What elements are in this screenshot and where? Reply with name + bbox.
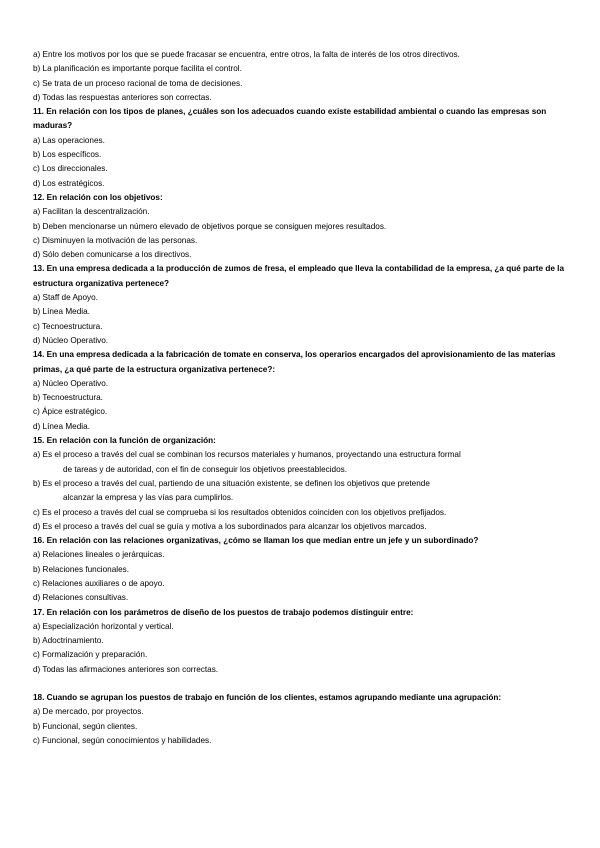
- question-17: 17. En relación con los parámetros de diseño de los puestos de trabajo podemos distinguir entre:: [33, 607, 414, 617]
- q15-option-a: a) Es el proceso a través del cual se combinan los recursos materiales y humanos, proyectando una estructura formal: [33, 450, 461, 460]
- q12-option-b: b) Deben mencionarse un número elevado de objetivos porque se consiguen mejores resultados.: [33, 221, 387, 231]
- q12-option-c: c) Disminuyen la motivación de las personas.: [33, 235, 198, 245]
- q11-option-b: b) Los específicos.: [33, 150, 102, 160]
- question-11: 11. En relación con los tipos de planes, ¿cuáles son los adecuados cuando existe estabilidad ambiental o cuando las empresas son maduras?: [33, 107, 547, 131]
- q15-option-c: c) Es el proceso a través del cual se comprueba si los resultados obtenidos coinciden con los objetivos prefijados.: [33, 507, 447, 517]
- question-15: 15. En relación con la función de organización:: [33, 436, 216, 446]
- question-13: 13. En una empresa dedicada a la producción de zumos de fresa, el empleado que lleva la contabilidad de la empresa, ¿a qué parte de la estructura organizativa pertenece?: [33, 264, 565, 288]
- q17-option-b: b) Adoctrinamiento.: [33, 636, 104, 646]
- prev-option-c: c) Se trata de un proceso racional de toma de decisiones.: [33, 78, 243, 88]
- q15-option-a-continuation: de tareas y de autoridad, con el fin de conseguir los objetivos preestablecidos.: [63, 464, 348, 474]
- q13-option-b: b) Línea Media.: [33, 307, 90, 317]
- q13-option-c: c) Tecnoestructura.: [33, 321, 103, 331]
- spacer: [33, 677, 573, 691]
- q12-option-a: a) Facilitan la descentralización.: [33, 207, 150, 217]
- prev-option-d: d) Todas las respuestas anteriores son correctas.: [33, 92, 212, 102]
- q14-option-a: a) Núcleo Operativo.: [33, 378, 109, 388]
- q16-option-a: a) Relaciones lineales o jerárquicas.: [33, 550, 165, 560]
- q13-option-a: a) Staff de Apoyo.: [33, 293, 98, 303]
- q16-option-d: d) Relaciones consultivas.: [33, 593, 129, 603]
- q14-option-d: d) Línea Media.: [33, 421, 90, 431]
- q11-option-a: a) Las operaciones.: [33, 135, 105, 145]
- q18-option-a: a) De mercado, por proyectos.: [33, 707, 144, 717]
- q14-option-b: b) Tecnoestructura.: [33, 393, 103, 403]
- q16-option-b: b) Relaciones funcionales.: [33, 564, 130, 574]
- question-18: 18. Cuando se agrupan los puestos de trabajo en función de los clientes, estamos agrupando mediante una agrupación:: [33, 693, 502, 703]
- prev-option-b: b) La planificación es importante porque facilita el control.: [33, 64, 242, 74]
- q15-option-b: b) Es el proceso a través del cual, partiendo de una situación existente, se definen los objetivos que pretende: [33, 478, 430, 488]
- question-16: 16. En relación con las relaciones organizativas, ¿cómo se llaman los que median entre un jefe y un subordinado?: [33, 536, 479, 546]
- q12-option-d: d) Sólo deben comunicarse a los directivos.: [33, 250, 192, 260]
- q18-option-c: c) Funcional, según conocimientos y habilidades.: [33, 735, 212, 745]
- question-list: [33, 48, 573, 748]
- q17-option-c: c) Formalización y preparación.: [33, 650, 148, 660]
- q18-option-b: b) Funcional, según clientes.: [33, 721, 138, 731]
- q13-option-d: d) Núcleo Operativo.: [33, 335, 109, 345]
- q11-option-d: d) Los estratégicos.: [33, 178, 105, 188]
- prev-option-a: a) Entre los motivos por los que se puede fracasar se encuentra, entre otros, la falta de interés de los otros directivos.: [33, 50, 460, 59]
- q14-option-c: c) Ápice estratégico.: [33, 407, 108, 417]
- q11-option-c: c) Los direccionales.: [33, 164, 108, 174]
- q15-option-b-continuation: alcanzar la empresa y las vías para cumplirlos.: [63, 493, 234, 503]
- q16-option-c: c) Relaciones auxiliares o de apoyo.: [33, 578, 165, 588]
- question-12: 12. En relación con los objetivos:: [33, 192, 163, 202]
- question-14: 14. En una empresa dedicada a la fabricación de tomate en conserva, los operarios encargados del aprovisionamiento de las materias primas, ¿a qué parte de la estructura organizativa pertenece?:: [33, 350, 556, 374]
- q15-option-d: d) Es el proceso a través del cual se guía y motiva a los subordinados para alcanzar los objetivos marcados.: [33, 521, 427, 531]
- q17-option-d: d) Todas las afirmaciones anteriores son correctas.: [33, 664, 219, 674]
- q17-option-a: a) Especialización horizontal y vertical.: [33, 621, 174, 631]
